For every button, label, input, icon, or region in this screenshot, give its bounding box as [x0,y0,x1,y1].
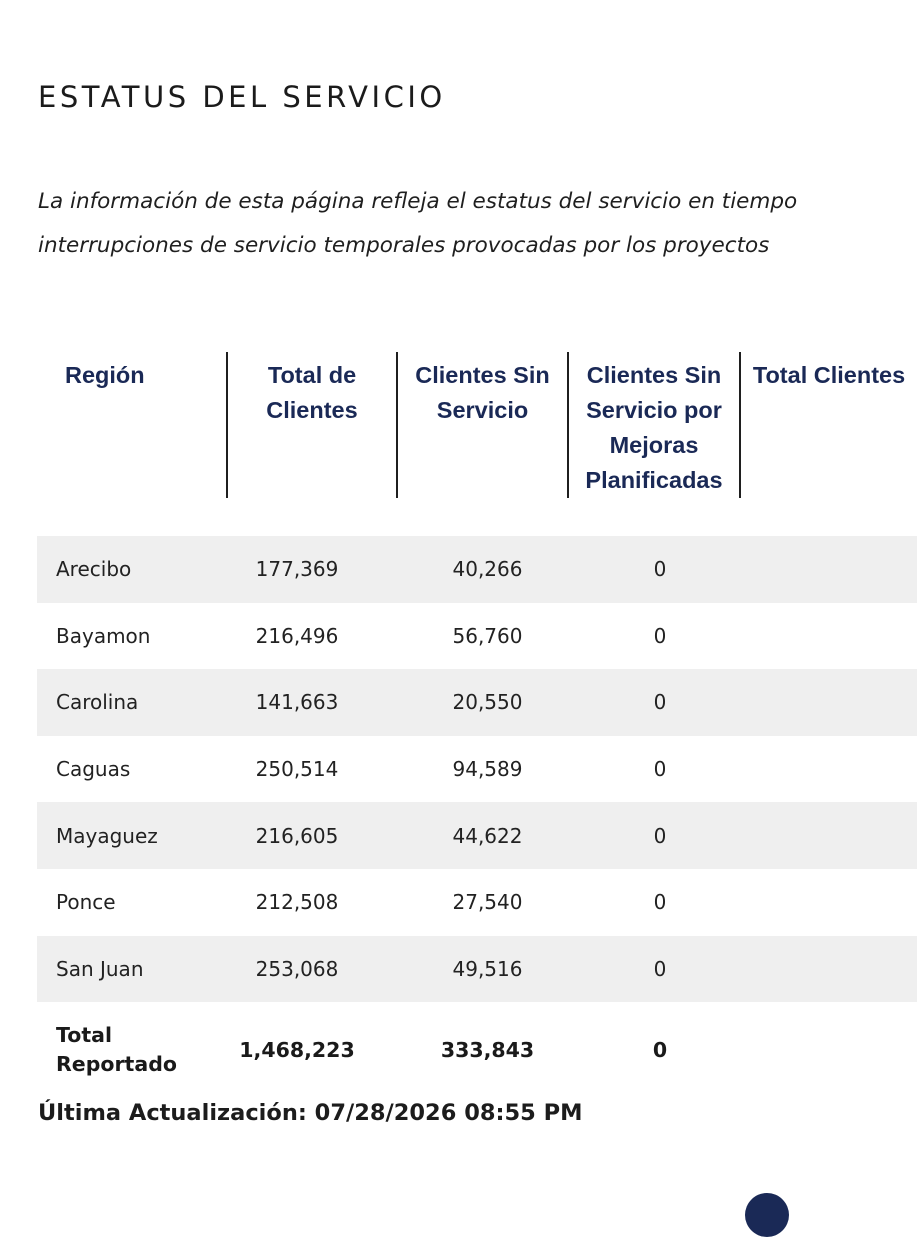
floating-action-button[interactable] [745,1193,789,1237]
intro-line-2: interrupciones de servicio temporales provocadas por los proyectos [38,233,770,258]
clients-without-service-value: 40,266 [397,536,568,603]
header-total-clients: Total de Clientes [227,352,397,498]
planned-value: 0 [568,536,740,603]
header-extra-column: Total Clientes [752,362,906,388]
totals-planned: 0 [652,1038,668,1063]
extra-value [740,869,917,936]
extra-value [740,802,917,869]
clients-without-service-value: 20,550 [397,669,568,736]
header-clients-without-service: Clientes Sin Servicio [397,352,568,498]
extra-value [740,669,917,736]
region-name: Bayamon [56,623,151,648]
totals-row [37,1002,917,1098]
clients-without-service-value: 44,622 [397,802,568,869]
table-row [37,869,917,936]
table-row [37,736,917,803]
clients-without-service-value: 94,589 [452,757,523,782]
table-row [37,936,917,1003]
table-row [37,669,917,736]
last-updated: Última Actualización: 07/28/2026 08:55 PM [38,1100,583,1126]
total-clients-value: 216,496 [255,623,339,648]
intro-text [38,180,798,268]
extra-value [740,536,917,603]
planned-value: 0 [653,757,667,782]
planned-value: 0 [568,936,740,1003]
total-clients-value: 141,663 [227,669,397,736]
planned-value: 0 [653,890,667,915]
total-clients-value: 212,508 [255,890,339,915]
totals-clients-without-service: 333,843 [440,1038,535,1063]
clients-without-service-value: 27,540 [452,890,523,915]
region-name: Arecibo [37,536,227,603]
header-region: Región [37,352,227,498]
extra-value [740,603,917,670]
total-clients-value: 253,068 [227,936,397,1003]
intro-line-1: La información de esta página refleja el estatus del servicio en tiempo [38,189,798,214]
table-row [37,536,917,603]
service-status-table [37,352,917,1098]
page-title: ESTATUS DEL SERVICIO [38,80,446,114]
service-status-table-container[interactable] [37,352,906,1122]
table-row [37,603,917,670]
totals-label: Total Reportado [56,1023,177,1077]
region-name: Mayaguez [37,802,227,869]
region-name: Caguas [56,757,131,782]
region-name: San Juan [37,936,227,1003]
totals-total-clients: 1,468,223 [239,1038,355,1063]
header-clients-planned-improvements: Clientes Sin Servicio por Mejoras Planificadas [568,352,740,498]
planned-value: 0 [568,669,740,736]
clients-without-service-value: 56,760 [452,623,523,648]
region-name: Carolina [37,669,227,736]
totals-extra [740,1002,917,1098]
planned-value: 0 [568,802,740,869]
region-name: Ponce [56,890,116,915]
total-clients-value: 177,369 [227,536,397,603]
extra-value [740,936,917,1003]
total-clients-value: 250,514 [255,757,339,782]
table-row [37,802,917,869]
total-clients-value: 216,605 [227,802,397,869]
table-header-row [37,352,917,498]
extra-value [740,736,917,803]
clients-without-service-value: 49,516 [397,936,568,1003]
planned-value: 0 [653,623,667,648]
